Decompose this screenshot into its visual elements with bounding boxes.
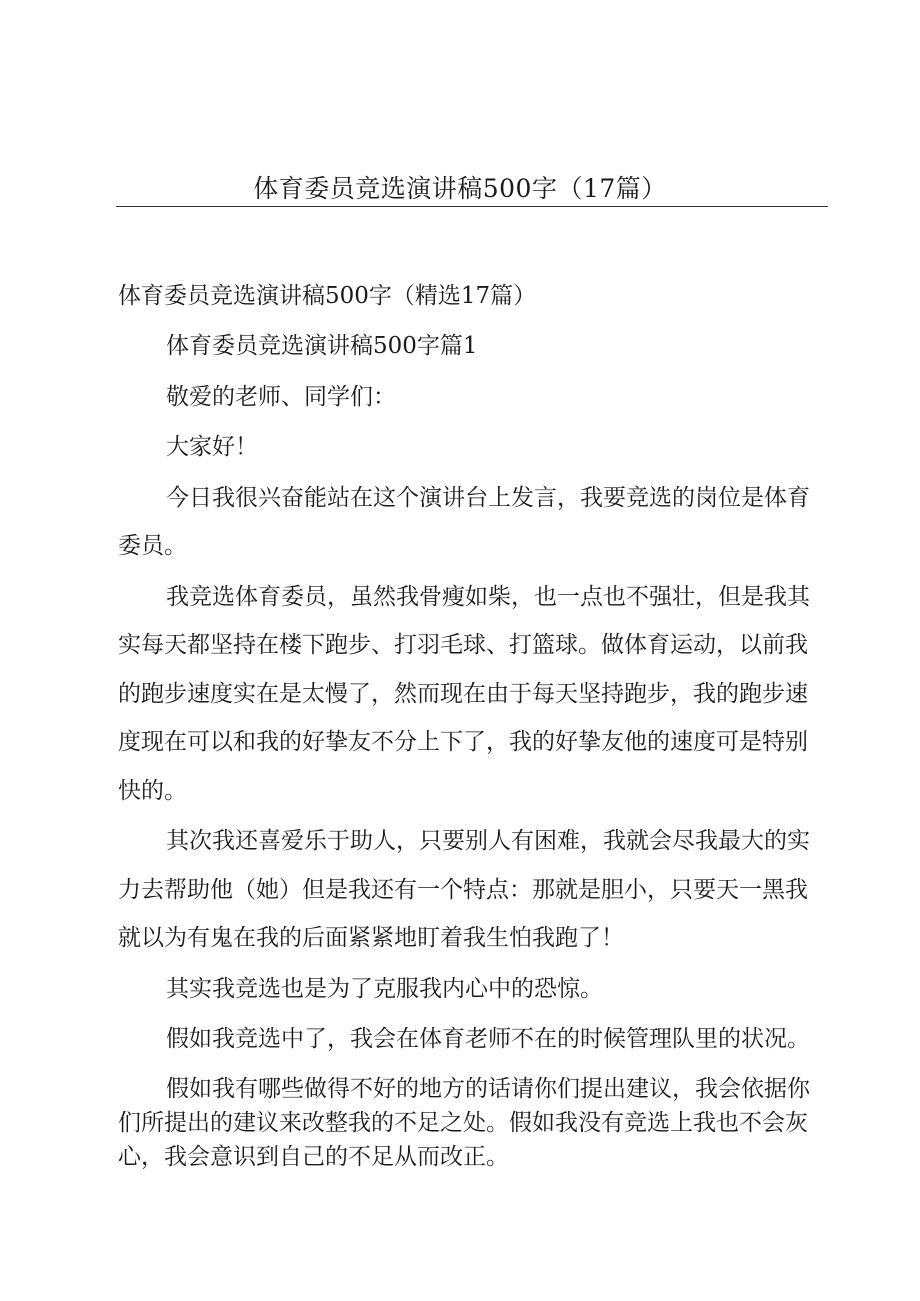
greeting: 大家好！ — [166, 434, 258, 460]
section-heading: 体育委员竞选演讲稿500字篇1 — [166, 333, 478, 359]
paragraph-manage: 假如我竞选中了，我会在体育老师不在的时候管理队里的状况。 — [166, 1026, 810, 1052]
document-header-title: 体育委员竞选演讲稿500字（17篇） — [253, 174, 667, 203]
paragraph-closing: 假如我有哪些做得不好的地方的话请你们提出建议，我会依据你们所提出的建议来改整我的不足之处。假如我没有竞选上我也不会灰心，我会意识到自己的不足从而改正。 — [118, 1075, 810, 1170]
paragraph-fear: 其实我竞选也是为了克服我内心中的恐惊。 — [166, 975, 603, 1002]
salutation: 敬爱的老师、同学们： — [166, 383, 396, 410]
document-body — [118, 272, 830, 1176]
document-subtitle: 体育委员竞选演讲稿500字（精选17篇） — [118, 283, 537, 309]
header-divider — [116, 206, 828, 207]
paragraph-helping: 其次我还喜爱乐于助人，只要别人有困难，我就会尽我最大的实力去帮助他（她）但是我还有一个特点：那就是胆小，只要天一黑我就以为有鬼在我的后面紧紧地盯着我生怕我跑了！ — [118, 828, 810, 951]
paragraph-running: 我竞选体育委员，虽然我骨瘦如柴，也一点也不强壮，但是我其实每天都坚持在楼下跑步、打羽毛球、打篮球。做体育运动，以前我的跑步速度实在是太慢了，然而现在由于每天坚持跑步，我的跑步速度现在可以和我的好挚友不分上下了，我的好挚友他的速度可是特别快的。 — [118, 583, 810, 804]
paragraph-intro: 今日我很兴奋能站在这个演讲台上发言，我要竞选的岗位是体育委员。 — [118, 484, 810, 559]
